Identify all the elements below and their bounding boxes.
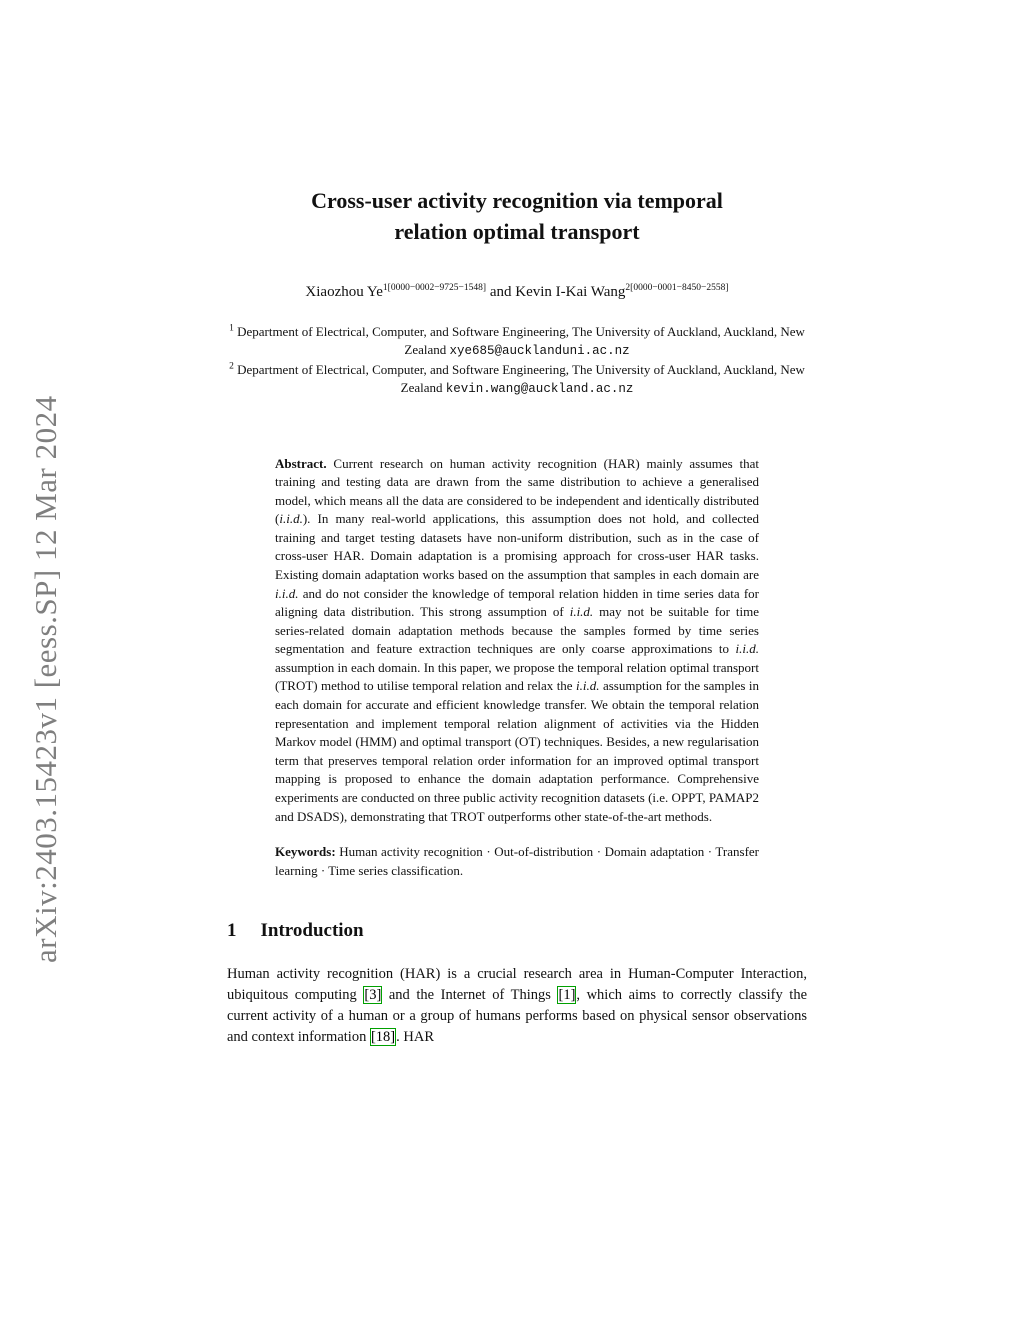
section-title: Introduction [260,920,364,942]
abstract [275,455,759,827]
abstract-iid-italic: i.i.d. [735,641,759,657]
affiliation-1-text: Department of Electrical, Computer, and Software Engineering, The University of Auckland, Auckland, New Zealand [233,323,805,358]
keywords-text: Human activity recognition · Out-of-distribution · Domain adaptation · Transfer learning · Time series classification. [275,844,759,878]
citation-link-3[interactable]: [3] [364,987,382,1004]
intro-paragraph [227,964,807,1048]
abstract-segment: and do not consider the knowledge of temporal relation hidden in time series data for aligning data distribution. This strong assumption of [275,585,759,620]
abstract-label: Abstract. [275,455,327,471]
abstract-segment: assumption in each domain. In this paper, we propose the temporal relation optimal transport (TROT) method to utilise temporal relation and relax the [275,659,759,694]
abstract-iid-italic: i.i.d. [576,678,600,694]
affiliation-2-text: Department of Electrical, Computer, and Software Engineering, The University of Auckland, Auckland, New Zealand [233,361,805,396]
abstract-segment: may not be suitable for time series-related domain adaptation methods because the samples formed by time series segmentation and feature extraction techniques are only coarse approximations to [275,604,759,657]
section-heading-introduction [227,920,807,942]
paper-content-column [227,0,807,1048]
abstract-segment: assumption for the samples in each domain for accurate and efficient knowledge transfer. We obtain the temporal relation representation and implement temporal relation alignment of activities via the Hidden Markov model (HMM) and optimal transport (OT) techniques. Besides, a new regularisation term that preserves temporal relation order information for an improved optimal transport mapping is proposed to enhance the domain adaptation performance. Comprehensive experiments are conducted on three public activity recognition datasets (i.e. OPPT, PAMAP2 and DSADS), demonstrating that TROT outperforms other state-of-the-art methods. [275,678,759,824]
paper-title [227,186,807,248]
citation-link-1[interactable]: [1] [558,987,576,1004]
affiliation-2-marker: 2 [229,361,234,372]
author-1-name: Xiaozhou Ye [305,283,383,300]
affiliation-2-email-link[interactable]: kevin.wang@auckland.ac.nz [445,382,634,397]
intro-segment: , which aims to correctly classify the current activity of a human or a group of humans performs based on physical sensor observations and context information [227,987,808,1046]
intro-segment: Human activity recognition (HAR) is a crucial research area in Human-Computer Interaction, ubiquitous computing [227,966,807,1004]
intro-segment: . HAR [396,1029,434,1046]
keywords-label: Keywords: [275,844,336,860]
affiliation-2 [227,361,807,399]
affiliation-1-marker: 1 [229,323,234,334]
arxiv-watermark: arXiv:2403.15423v1 [eess.SP] 12 Mar 2024 [28,395,63,963]
abstract-iid-italic: i.i.d. [569,604,594,620]
affiliations-block [227,323,807,399]
paper-title-line-1: Cross-user activity recognition via temporal [311,188,723,213]
intro-segment: and the Internet of Things [382,987,558,1004]
author-1-orcid-sup: 1[0000−0002−9725−1548] [382,282,487,293]
author-2-orcid-sup: 2[0000−0001−8450−2558] [625,282,729,293]
abstract-segment: ). In many real-world applications, this assumption does not hold, and collected training and target testing datasets have non-uniform distribution, such as in the case of cross-user HAR. Domain adaptation is a promising approach for cross-user HAR tasks. Existing domain adaptation works based on the assumption that samples in each domain are [275,511,759,582]
author-conjunction: and [486,283,516,300]
paper-title-line-2: relation optimal transport [394,218,640,244]
author-2-name: Kevin I-Kai Wang [515,283,626,300]
abstract-iid-italic: i.i.d. [275,585,299,601]
author-line [227,284,807,301]
citation-link-18[interactable]: [18] [370,1029,396,1046]
keywords-line [275,843,759,880]
affiliation-1-email-link[interactable]: xye685@aucklanduni.ac.nz [449,344,630,359]
abstract-iid-italic: i.i.d. [279,511,303,527]
abstract-segment: Current research on human activity recognition (HAR) mainly assumes that training and testing data are drawn from the same distribution to achieve a generalised model, which means all the data are considered to be independent and identically distributed ( [275,455,759,527]
affiliation-1 [227,323,807,361]
section-number: 1 [227,920,237,942]
